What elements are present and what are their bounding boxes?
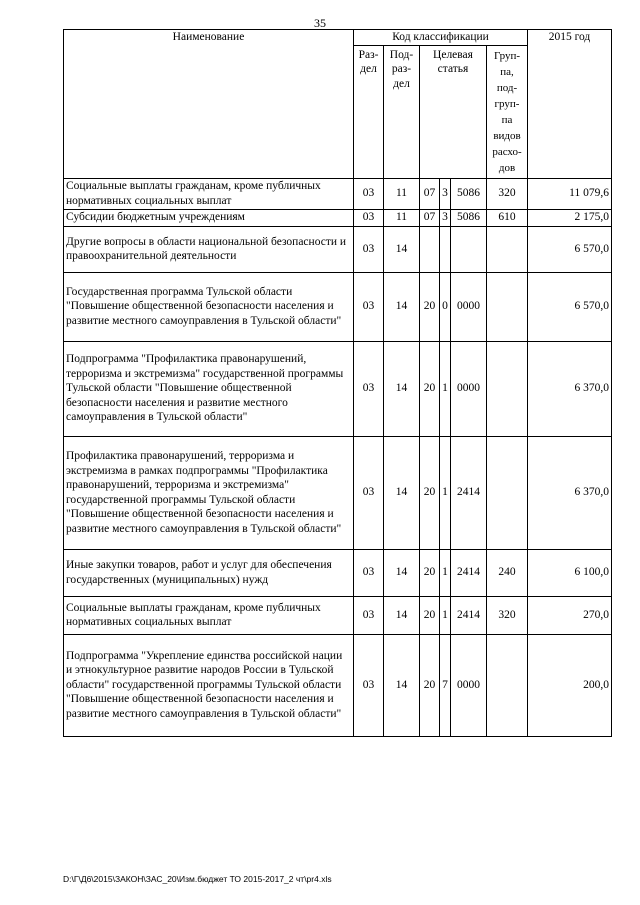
row-expense-type — [487, 272, 528, 341]
row-section: 03 — [354, 272, 384, 341]
row-sum: 200,0 — [528, 634, 612, 736]
header-section: Раз- дел — [354, 45, 384, 178]
row-target-direction: 5086 — [451, 178, 487, 209]
row-target-program: 20 — [420, 634, 440, 736]
row-target-direction: 0000 — [451, 634, 487, 736]
row-name: Профилактика правонарушений, терроризма и экстремизма в рамках подпрограммы "Профилактика правонарушений, терроризма и экстремизма" государственной программы Тульской области "Повышение общественной безопасности населения и развитие местного самоуправления в Тульской области" — [64, 436, 354, 549]
row-sum: 6 370,0 — [528, 436, 612, 549]
row-subsection: 14 — [384, 634, 420, 736]
row-section: 03 — [354, 209, 384, 226]
row-subsection: 14 — [384, 596, 420, 634]
header-year: 2015 год — [528, 30, 612, 179]
page-number: 35 — [314, 16, 326, 30]
row-sum: 6 100,0 — [528, 549, 612, 596]
header-subsection: Под- раз- дел — [384, 45, 420, 178]
row-subsection: 14 — [384, 226, 420, 272]
row-sum: 2 175,0 — [528, 209, 612, 226]
row-subsection: 14 — [384, 549, 420, 596]
row-sum: 6 570,0 — [528, 272, 612, 341]
row-expense-type: 610 — [487, 209, 528, 226]
table-row — [64, 436, 612, 549]
header-classification: Код классификации — [354, 30, 528, 46]
row-name: Субсидии бюджетным учреждениям — [64, 209, 354, 226]
row-sum: 270,0 — [528, 596, 612, 634]
row-section: 03 — [354, 178, 384, 209]
row-name: Социальные выплаты гражданам, кроме публичных нормативных социальных выплат — [64, 178, 354, 209]
row-section: 03 — [354, 436, 384, 549]
row-subsection: 14 — [384, 272, 420, 341]
table-row — [64, 549, 612, 596]
table-row — [64, 226, 612, 272]
row-target-program: 20 — [420, 436, 440, 549]
row-target-direction: 2414 — [451, 596, 487, 634]
row-target-program: 07 — [420, 209, 440, 226]
row-target-direction: 0000 — [451, 341, 487, 436]
row-target-program — [420, 226, 440, 272]
row-expense-type — [487, 341, 528, 436]
row-target-program: 20 — [420, 341, 440, 436]
row-name: Подпрограмма "Профилактика правонарушений, терроризма и экстремизма" государственной программы Тульской области "Повышение общественной безопасности населения и развитие местного самоуправления в Тульской области" — [64, 341, 354, 436]
row-name: Подпрограмма "Укрепление единства российской нации и этнокультурное развитие народов России в Тульской области" государственной программы Тульской области "Повышение общественной безопасности населения и развитие местного самоуправления в Тульской области" — [64, 634, 354, 736]
row-target-subprogram: 7 — [440, 634, 451, 736]
row-target-subprogram: 1 — [440, 596, 451, 634]
row-name: Иные закупки товаров, работ и услуг для обеспечения государственных (муниципальных) нужд — [64, 549, 354, 596]
row-target-subprogram: 0 — [440, 272, 451, 341]
row-target-subprogram: 1 — [440, 549, 451, 596]
row-name: Другие вопросы в области национальной безопасности и правоохранительной деятельности — [64, 226, 354, 272]
row-section: 03 — [354, 634, 384, 736]
table-row — [64, 341, 612, 436]
table-row — [64, 634, 612, 736]
table-row — [64, 209, 612, 226]
row-sum: 6 370,0 — [528, 341, 612, 436]
row-subsection: 14 — [384, 436, 420, 549]
row-target-program: 07 — [420, 178, 440, 209]
row-target-subprogram: 1 — [440, 341, 451, 436]
row-name: Социальные выплаты гражданам, кроме публичных нормативных социальных выплат — [64, 596, 354, 634]
row-section: 03 — [354, 596, 384, 634]
row-target-direction: 5086 — [451, 209, 487, 226]
row-target-direction — [451, 226, 487, 272]
row-section: 03 — [354, 341, 384, 436]
table-row — [64, 178, 612, 209]
file-path-footer: D:\Г\Д6\2015\ЗАКОН\ЗАС_20\Изм.бюджет ТО 2015-2017_2 чт\pr4.xls — [63, 874, 332, 884]
header-target: Целевая статья — [420, 45, 487, 178]
row-target-subprogram: 3 — [440, 178, 451, 209]
row-sum: 11 079,6 — [528, 178, 612, 209]
row-target-program: 20 — [420, 596, 440, 634]
row-target-direction: 2414 — [451, 549, 487, 596]
row-expense-type — [487, 436, 528, 549]
row-target-program: 20 — [420, 549, 440, 596]
row-target-subprogram: 1 — [440, 436, 451, 549]
budget-table — [63, 29, 612, 737]
row-expense-type: 320 — [487, 596, 528, 634]
row-sum: 6 570,0 — [528, 226, 612, 272]
row-subsection: 11 — [384, 209, 420, 226]
row-expense-type — [487, 634, 528, 736]
row-expense-type: 240 — [487, 549, 528, 596]
row-target-direction: 2414 — [451, 436, 487, 549]
table-row — [64, 596, 612, 634]
row-expense-type — [487, 226, 528, 272]
header-name: Наименование — [64, 30, 354, 179]
row-subsection: 14 — [384, 341, 420, 436]
row-name: Государственная программа Тульской области "Повышение общественной безопасности населения и развитие местного самоуправления в Тульской области" — [64, 272, 354, 341]
row-expense-type: 320 — [487, 178, 528, 209]
row-target-program: 20 — [420, 272, 440, 341]
row-target-subprogram — [440, 226, 451, 272]
row-target-subprogram: 3 — [440, 209, 451, 226]
row-subsection: 11 — [384, 178, 420, 209]
row-section: 03 — [354, 549, 384, 596]
table-row — [64, 272, 612, 341]
row-section: 03 — [354, 226, 384, 272]
header-group: Груп- па, под- груп- па видов расхо- дов — [487, 45, 528, 178]
row-target-direction: 0000 — [451, 272, 487, 341]
